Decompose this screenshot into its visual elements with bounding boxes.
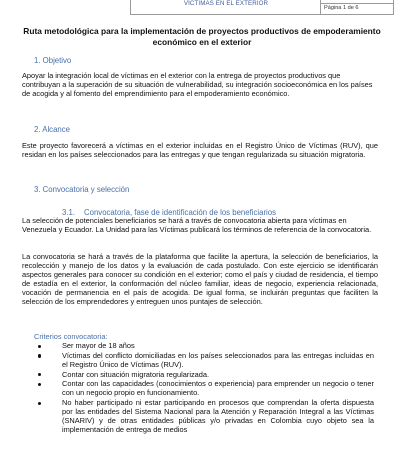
document-title: Ruta metodológica para la implementación de proyectos productivos de empoderamiento económico en el exterior [23,26,381,47]
section-text-alcance: Este proyecto favorecerá a víctimas en el exterior incluidas en el Registro Único de Víctimas (RUV), que residan en los países seleccionados para las entregas y que tengan regularizada su situación migratoria. [22,141,378,159]
criteria-text: Contar con las capacidades (conocimientos o experiencia) para emprender un negocio o tener con un negocio propio en funcionamiento. [62,379,374,398]
section-heading-objetivo: 1. Objetivo [34,56,72,65]
criteria-list [34,342,374,436]
list-item [34,342,374,351]
bullet-icon [38,345,41,348]
section-text-convocatoria-1: La selección de potenciales beneficiarios se hará a través de convocatoria abierta para víctimas en Venezuela y Ecuador. La Unidad para las Víctimas publicará los términos de referencia de la convocatoria. [22,216,372,234]
section-text-objetivo: Apoyar la integración local de víctimas en el exterior con la entrega de proyectos productivos que contribuyan a la superación de su situación de vulnerabilidad, su integración socioeconómica en los países de acogida y al fomento del emprendimiento para el empoderamiento económico. [22,71,373,98]
bullet-icon [38,354,41,357]
subsection-title: Convocatoria, fase de identificación de los beneficiarios [84,208,277,217]
list-item [34,380,374,398]
criteria-text: Ser mayor de 18 años [62,341,135,350]
header-title-box [130,0,321,15]
header-line-2: VÍCTIMAS EN EL EXTERIOR [183,0,269,7]
header-meta-box [320,0,394,15]
section-heading-convocatoria: 3. Convocatoria y selección [34,185,130,194]
list-item [34,352,374,370]
criteria-text: Contar con situación migratoria regularizada. [62,369,210,379]
section-text-convocatoria-2: La convocatoria se hará a través de la plataforma que facilite la apertura, la selección de beneficiarios, la recolección y manejo de los datos y la evaluación de cada postulado. Con este ejercicio se identificarán aspectos generales para conocer su condición en el exterior; como el país y ciudad de residencia, el tiempo de estadía en el exterior, la conformación del núcleo familiar, ideas de negocio, experiencia relacionada, vocación de permanencia en el país de acogida. De igual forma, se incluirán preguntas que faciliten la selección de los emprendedores y entreguen unos puntajes de selección. [22,252,378,306]
document-header [0,0,400,16]
bullet-icon [38,373,41,376]
subsection-number: 3.1. [62,208,76,217]
bullet-icon [38,402,41,405]
list-item [34,399,374,435]
list-item [34,371,374,380]
bullet-icon [38,383,41,386]
criteria-label: Criterios convocatoria: [34,332,108,341]
header-page-number: Página 1 de 6 [321,3,393,13]
criteria-text: Víctimas del conflicto domiciliadas en los países seleccionados para las entregas incluidas en el Registro Único de Víctimas (RUV). [62,350,374,369]
criteria-text: No haber participado ni estar participando en procesos que comprendan la oferta dispuesta por las entidades del Sistema Nacional para la Atención y Reparación Integral a las Víctimas (SNARIV) y de otras entidades públicas y/o privadas en Colombia cuyo objeto sea la implementación de entrega de medios [62,398,374,434]
section-heading-alcance: 2. Alcance [34,125,70,134]
